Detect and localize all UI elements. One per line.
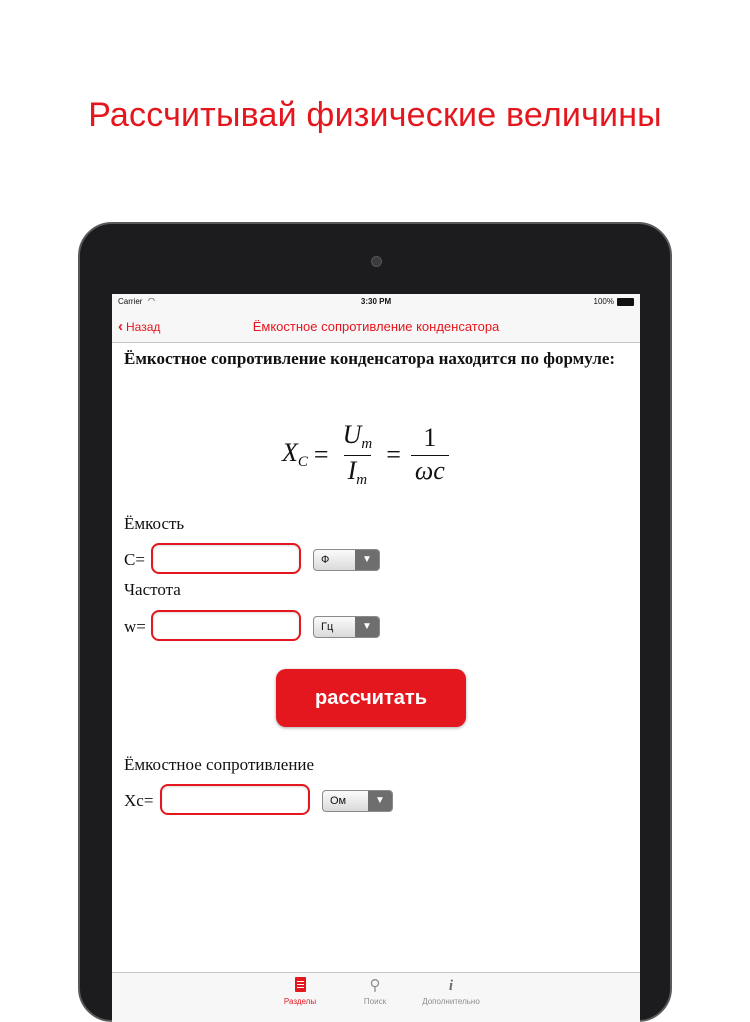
- capacity-unit-select[interactable]: [313, 549, 380, 571]
- chevron-down-icon: ▼: [368, 791, 392, 811]
- capacity-label: Ёмкость: [124, 514, 185, 533]
- tab-search-label: Поиск: [363, 997, 387, 1006]
- formula: [282, 420, 453, 489]
- info-icon: i: [448, 978, 454, 994]
- battery-icon: [617, 298, 634, 306]
- camera-icon: [371, 256, 382, 267]
- carrier-label: Carrier: [118, 297, 143, 306]
- search-icon: ⚲: [369, 977, 381, 994]
- capacity-unit: Ф: [321, 554, 330, 566]
- formula-fraction-2: $\frac{1}{\omega c}$: [411, 423, 449, 486]
- navigation-bar: [112, 310, 640, 343]
- frequency-prefix: w=: [124, 617, 146, 636]
- frequency-unit-select[interactable]: [313, 616, 380, 638]
- frequency-input[interactable]: [151, 610, 301, 641]
- status-bar: [112, 294, 640, 310]
- calculator-content: [112, 342, 640, 972]
- formula-equals-2: =: [386, 439, 401, 469]
- formula-equals: =: [313, 439, 329, 469]
- sections-icon: [295, 977, 306, 992]
- result-unit-select[interactable]: [322, 790, 393, 812]
- formula-fraction-1: $\frac{U_m}{I_m}$: [342, 420, 373, 488]
- capacity-prefix: C=: [124, 550, 145, 569]
- chevron-left-icon: ‹: [118, 318, 123, 335]
- tab-sections-label: Разделы: [283, 997, 317, 1006]
- tab-bar: [112, 972, 640, 1022]
- tablet-frame: [78, 222, 672, 1022]
- capacity-input[interactable]: [151, 543, 301, 574]
- nav-title: Ёмкостное сопротивление конденсатора: [252, 319, 500, 334]
- tab-more[interactable]: [406, 977, 496, 1006]
- back-label: Назад: [126, 320, 161, 334]
- calculate-button[interactable]: рассчитать: [276, 669, 466, 727]
- frequency-label: Частота: [124, 580, 181, 599]
- status-time: 3:30 PM: [360, 297, 392, 306]
- chevron-down-icon: ▼: [355, 617, 379, 637]
- app-screen: [112, 294, 640, 1022]
- wifi-icon: ◠: [148, 296, 155, 305]
- formula-lhs: $X_C$: [282, 438, 308, 470]
- result-output[interactable]: [160, 784, 310, 815]
- promo-headline: Рассчитывай физические величины: [88, 96, 662, 134]
- formula-heading: Ёмкостное сопротивление конденсатора находится по формуле:: [124, 349, 616, 368]
- result-label: Ёмкостное сопротивление: [124, 755, 315, 774]
- result-unit: Ом: [330, 795, 347, 807]
- result-prefix: Xc=: [124, 791, 154, 810]
- frequency-unit: Гц: [321, 621, 334, 633]
- tab-more-label: Дополнительно: [422, 997, 480, 1006]
- battery-percent: 100%: [593, 297, 614, 306]
- chevron-down-icon: ▼: [355, 550, 379, 570]
